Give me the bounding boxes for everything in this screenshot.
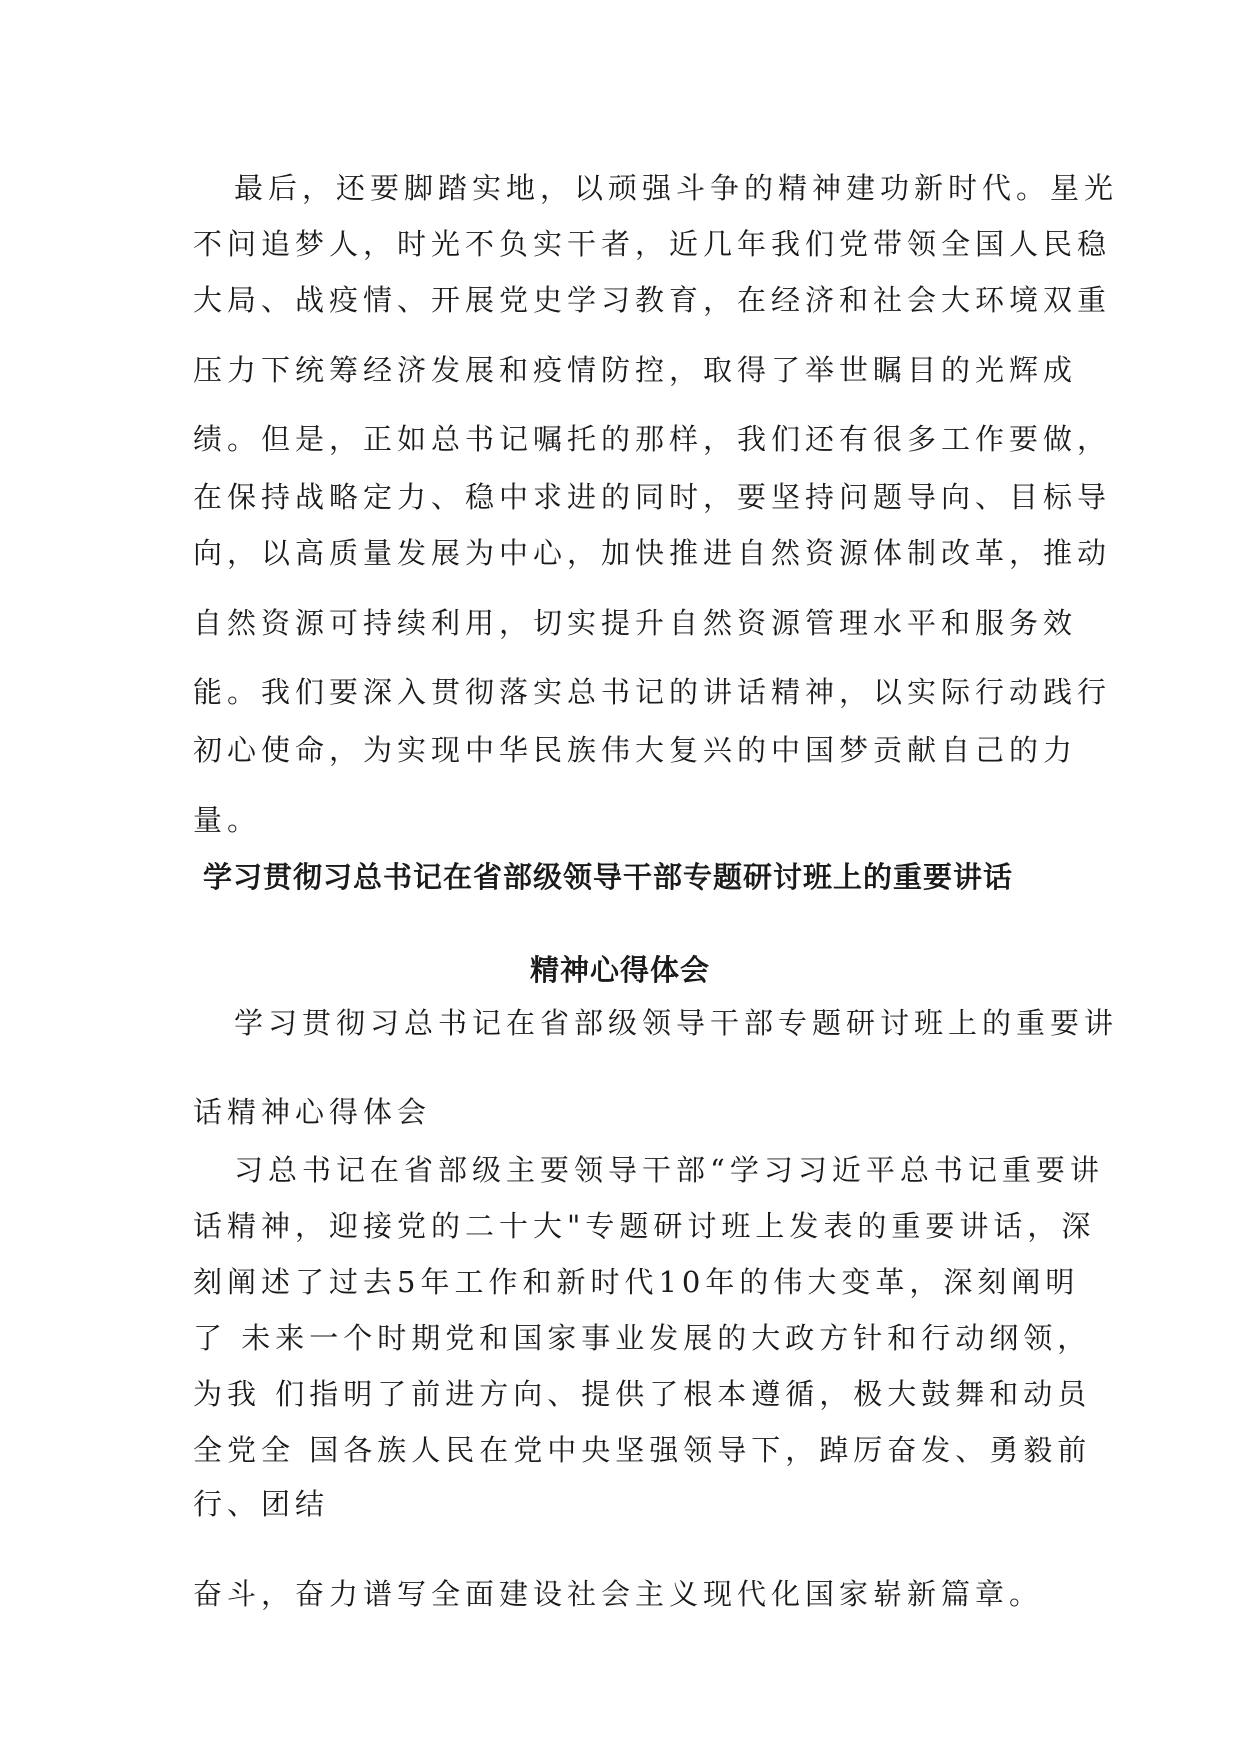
paragraph1-line-4: 压力下统筹经济发展和疫情防控，取得了举世瞩目的光辉成 <box>193 353 1078 387</box>
paragraph1-line-10: 初心使命，为实现中华民族伟大复兴的中国梦贡献自己的力 <box>193 733 1078 767</box>
document-title-line-2: 精神心得体会 <box>530 953 711 987</box>
paragraph2-line-2: 话精神心得体会 <box>193 1095 432 1129</box>
paragraph3-line-1: 习总书记在省部级主要领导干部“学习习近平总书记重要讲 <box>234 1153 1104 1187</box>
paragraph3-line-8: 奋斗，奋力谱写全面建设社会主义现代化国家崭新篇章。 <box>193 1577 1044 1611</box>
paragraph1-line-7: 向，以高质量发展为中心，加快推进自然资源体制改革，推动 <box>193 536 1112 570</box>
paragraph1-line-1: 最后，还要脚踏实地，以顽强斗争的精神建功新时代。星光 <box>234 171 1119 205</box>
paragraph3-line-7: 行、团结 <box>193 1487 330 1521</box>
document-title-line-1: 学习贯彻习总书记在省部级领导干部专题研讨班上的重要讲话 <box>203 860 1014 894</box>
paragraph1-line-5: 绩。但是，正如总书记嘱托的那样，我们还有很多工作要做， <box>193 422 1112 456</box>
paragraph1-line-2: 不问追梦人，时光不负实干者，近几年我们党带领全国人民稳 <box>193 227 1112 261</box>
paragraph3-line-3: 刻阐述了过去5年工作和新时代10年的伟大变革，深刻阐明 <box>193 1265 1080 1299</box>
paragraph1-line-6: 在保持战略定力、稳中求进的同时，要坚持问题导向、目标导 <box>193 480 1112 514</box>
paragraph1-line-3: 大局、战疫情、开展党史学习教育，在经济和社会大环境双重 <box>193 283 1112 317</box>
paragraph1-line-8: 自然资源可持续利用，切实提升自然资源管理水平和服务效 <box>193 606 1078 640</box>
paragraph3-line-5: 为我 们指明了前进方向、提供了根本遵循，极大鼓舞和动员 <box>193 1377 1092 1411</box>
paragraph2-line-1: 学习贯彻习总书记在省部级领导干部专题研讨班上的重要讲 <box>234 1006 1119 1040</box>
paragraph1-line-9: 能。我们要深入贯彻落实总书记的讲话精神，以实际行动践行 <box>193 675 1112 709</box>
paragraph1-line-11: 量。 <box>193 803 262 837</box>
paragraph3-line-2: 话精神，迎接党的二十大"专题研讨班上发表的重要讲话，深 <box>193 1209 1096 1243</box>
paragraph3-line-6: 全党全 国各族人民在党中央坚强领导下，踔厉奋发、勇毅前 <box>193 1433 1092 1467</box>
paragraph3-line-4: 了 未来一个时期党和国家事业发展的大政方针和行动纲领， <box>193 1321 1092 1355</box>
